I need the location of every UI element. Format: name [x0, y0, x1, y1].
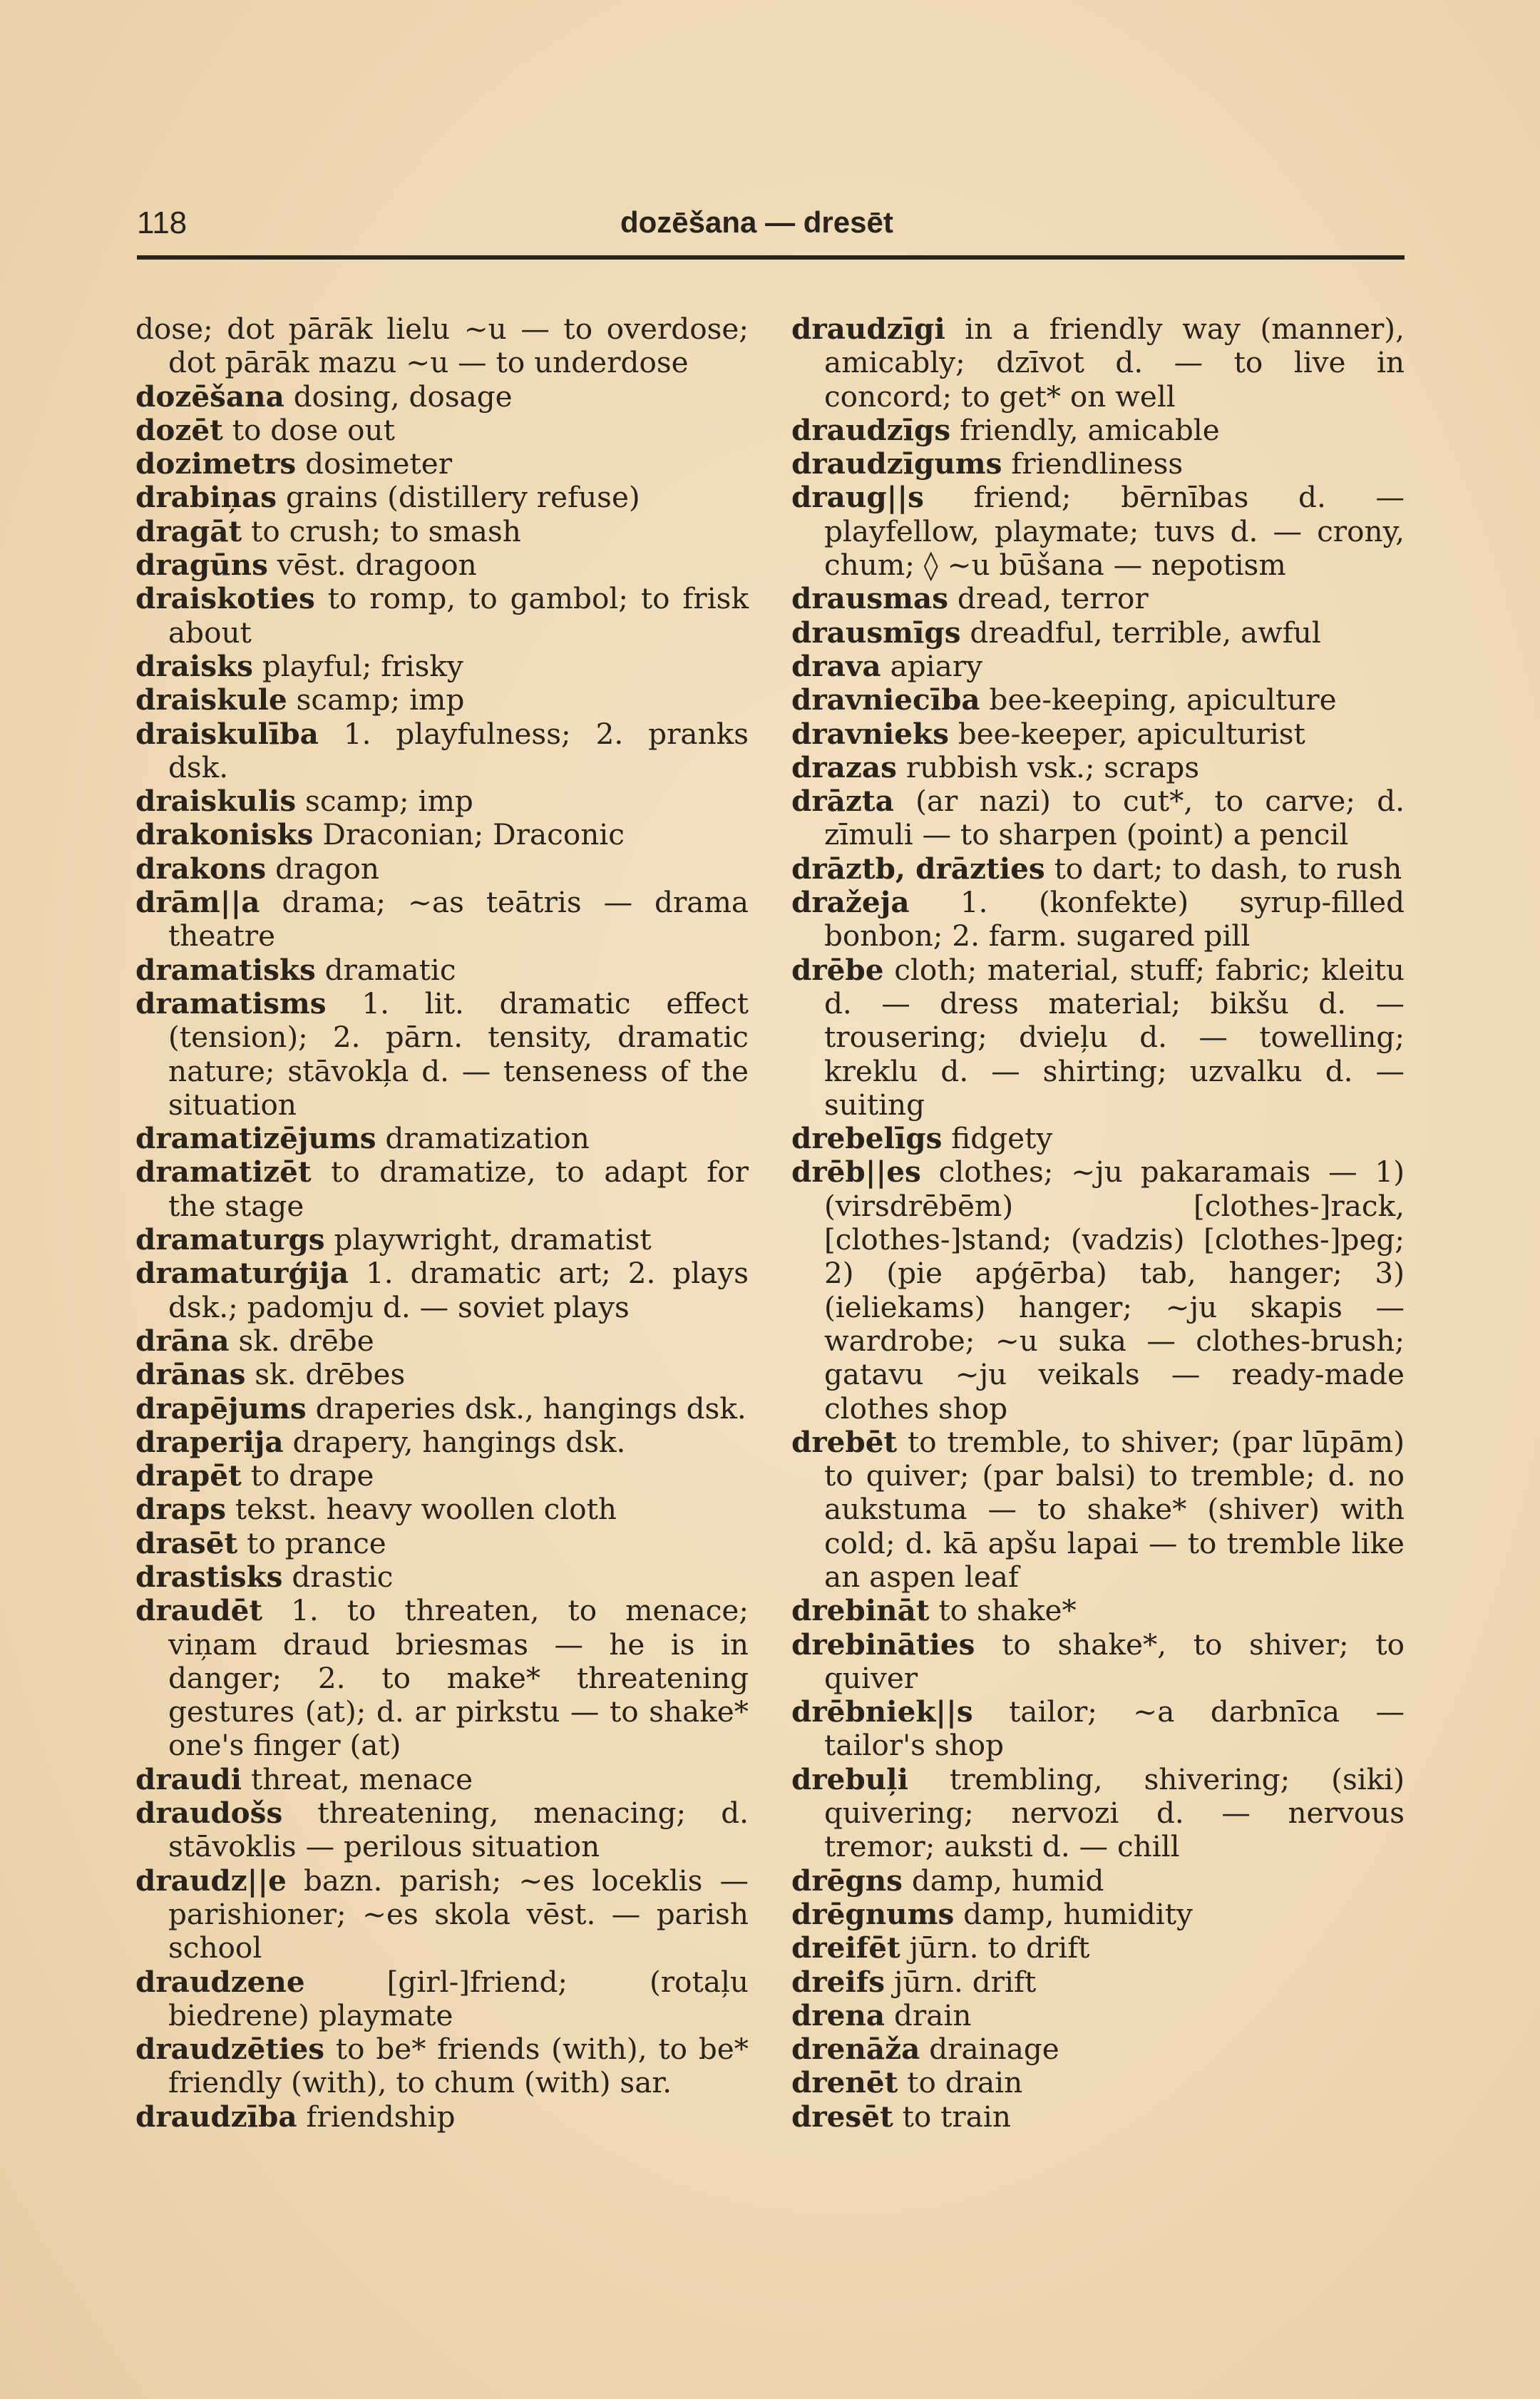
entry-definition: to prance [247, 1525, 386, 1560]
entry-definition: vēst. dragoon [277, 548, 477, 583]
dictionary-entry [791, 447, 1405, 481]
entry-definition: grains (distillery refuse) [285, 480, 640, 515]
entry-definition: to drape [250, 1458, 374, 1493]
dictionary-entry [135, 1122, 749, 1155]
dictionary-entry [135, 312, 749, 380]
entry-definition: playwright, dramatist [334, 1222, 652, 1257]
entry-definition: dosimeter [305, 446, 453, 481]
dictionary-entry [135, 447, 749, 481]
entry-headword: dramatisks [135, 952, 316, 987]
entry-headword: drebināties [791, 1627, 975, 1662]
entry-definition: bazn. parish; ~es loceklis — parishioner; ~es skola vēst. — parish school [168, 1863, 749, 1965]
entry-definition: scamp; imp [296, 682, 465, 717]
entry-definition: jūrn. drift [893, 1964, 1037, 1999]
entry-headword: drāzta [791, 784, 894, 819]
running-head: dozēšana — dresēt [620, 205, 893, 239]
dictionary-entry [135, 414, 749, 447]
entry-definition: friendly, amicable [960, 412, 1220, 447]
left-column [135, 312, 749, 2134]
entry-definition: cloth; material, stuff; fabric; kleitu d. — dress material; bikšu d. — trousering; dvieļu d. — towelling; kreklu d. — shirting; uzvalku d. — suiting [824, 952, 1405, 1122]
entry-headword: drausmas [791, 581, 949, 616]
dictionary-entry [135, 650, 749, 683]
dictionary-entry [135, 1560, 749, 1594]
entry-headword: dreifs [791, 1964, 885, 1999]
dictionary-entry [791, 717, 1405, 751]
dictionary-entry [791, 852, 1405, 886]
dictionary-entry [791, 886, 1405, 953]
entry-definition: friendship [306, 2099, 456, 2134]
entry-definition: threatening, menacing; d. stāvoklis — perilous situation [168, 1796, 749, 1864]
dictionary-entry [791, 1122, 1405, 1155]
dictionary-entry [791, 1999, 1405, 2032]
entry-definition: jūrn. to drift [909, 1930, 1090, 1965]
entry-headword: drakons [135, 851, 267, 886]
dictionary-entry [791, 414, 1405, 447]
dictionary-entry [791, 616, 1405, 650]
entry-headword: draudzene [135, 1964, 305, 1999]
entry-headword: draiskoties [135, 581, 315, 616]
entry-definition: drama; ~as teātris — drama theatre [168, 885, 749, 953]
dictionary-entry [135, 1324, 749, 1358]
entry-headword: dragāt [135, 513, 242, 548]
dictionary-entry [135, 1864, 749, 1965]
entry-definition: 1. lit. dramatic effect (tension); 2. pārn. tensity, dramatic nature; stāvokļa d. — tenseness of the situation [168, 986, 749, 1122]
dictionary-entry [135, 515, 749, 548]
dictionary-entry [135, 852, 749, 886]
entry-definition: Draconian; Draconic [322, 817, 625, 852]
dictionary-entry [791, 1695, 1405, 1763]
dictionary-entry [135, 1155, 749, 1223]
entry-headword: drebuļi [791, 1761, 908, 1796]
entry-definition: drainage [929, 2032, 1059, 2067]
entry-definition: friend; bērnības d. — playfellow, playmate; tuvs d. — crony, chum; ◊ ~u būšana — nepotism [824, 480, 1405, 583]
dictionary-entry [135, 818, 749, 851]
entry-headword: dramatizēt [135, 1155, 312, 1190]
entry-definition: dose; dot pārāk lielu ~u — to overdose; dot pārāk mazu ~u — to underdose [135, 312, 749, 380]
dictionary-entry [135, 953, 749, 987]
dictionary-entry [791, 1594, 1405, 1627]
right-column [791, 312, 1405, 2134]
entry-definition: friendliness [1011, 446, 1184, 481]
dictionary-entry [791, 312, 1405, 414]
dictionary-entry [791, 2032, 1405, 2066]
entry-definition: 1. dramatic art; 2. plays dsk.; padomju d. — soviet plays [168, 1256, 749, 1324]
entry-headword: drasēt [135, 1525, 238, 1560]
dictionary-entry [791, 1965, 1405, 1999]
entry-definition: drain [894, 1998, 972, 2032]
entry-definition: in a friendly way (manner), amicably; dzīvot d. — to live in concord; to get* on well [824, 312, 1405, 414]
dictionary-entry [135, 1392, 749, 1426]
entry-headword: drēbe [791, 952, 884, 987]
entry-definition: draperies dsk., hangings dsk. [315, 1391, 746, 1426]
entry-headword: drāztb, drāzties [791, 851, 1045, 886]
dictionary-entry [791, 582, 1405, 615]
entry-definition: drapery, hangings dsk. [292, 1424, 626, 1459]
entry-definition: tekst. heavy woollen cloth [235, 1492, 617, 1527]
dictionary-entry [791, 751, 1405, 784]
dictionary-entry [791, 1155, 1405, 1425]
dictionary-entry [135, 784, 749, 818]
dictionary-entry [135, 717, 749, 785]
entry-definition: damp, humidity [963, 1896, 1193, 1931]
entry-headword: drānas [135, 1357, 246, 1392]
entry-headword: drapējums [135, 1391, 307, 1426]
dictionary-entry [791, 2066, 1405, 2099]
entry-headword: drām||a [135, 885, 260, 920]
dictionary-entry [135, 683, 749, 717]
entry-definition: bee-keeping, apiculture [989, 682, 1337, 717]
dictionary-entry [135, 2032, 749, 2100]
entry-headword: dresēt [791, 2099, 893, 2134]
dictionary-entry [135, 548, 749, 582]
entry-headword: dravniecība [791, 682, 980, 717]
entry-definition: dosing, dosage [293, 379, 513, 414]
entry-definition: fidgety [951, 1121, 1053, 1156]
entry-definition: dragon [275, 851, 379, 886]
dictionary-entry [791, 2100, 1405, 2134]
dictionary-entry [135, 1527, 749, 1560]
entry-headword: dramaturgs [135, 1222, 325, 1257]
entry-headword: draiskule [135, 682, 287, 717]
dictionary-entry [135, 1459, 749, 1493]
dictionary-entry [135, 1358, 749, 1391]
entry-headword: dozēšana [135, 379, 284, 414]
entry-definition: 1. to threaten, to menace; viņam draud briesmas — he is in danger; 2. to make* threatening gestures (at); d. ar pirkstu — to shake* one's finger (at) [168, 1593, 749, 1763]
entry-definition: to drain [907, 2065, 1023, 2100]
entry-definition: dramatization [385, 1121, 590, 1156]
dictionary-entry [791, 683, 1405, 717]
entry-headword: draudzēties [135, 2032, 325, 2067]
entry-definition: playful; frisky [262, 648, 463, 683]
entry-headword: dozēt [135, 412, 223, 447]
dictionary-entry [791, 1763, 1405, 1864]
dictionary-entry [791, 1898, 1405, 1931]
entry-headword: drēgnums [791, 1896, 955, 1931]
entry-headword: drēbniek||s [791, 1694, 973, 1729]
entry-headword: dramatizējums [135, 1121, 376, 1156]
entry-definition: sk. drēbe [238, 1323, 374, 1358]
entry-headword: dravnieks [791, 716, 949, 751]
entry-definition: dreadful, terrible, awful [970, 615, 1321, 650]
dictionary-entry [135, 1763, 749, 1796]
entry-definition: to dramatize, to adapt for the stage [168, 1155, 749, 1223]
entry-headword: dragūns [135, 548, 268, 583]
entry-definition: 1. playfulness; 2. pranks dsk. [168, 716, 749, 784]
dictionary-entry [791, 1931, 1405, 1965]
entry-headword: dreifēt [791, 1930, 900, 1965]
entry-definition: to dart; to dash, to rush [1054, 851, 1402, 886]
entry-definition: bee-keeper, apiculturist [958, 716, 1305, 751]
entry-headword: draudēt [135, 1593, 263, 1628]
dictionary-entry [135, 1223, 749, 1257]
entry-headword: draudzība [135, 2099, 297, 2134]
entry-definition: dramatic [324, 952, 456, 987]
entry-headword: drebēt [791, 1424, 898, 1459]
dictionary-entry [135, 1796, 749, 1864]
entry-definition: to train [902, 2099, 1011, 2134]
entry-headword: drenāža [791, 2032, 920, 2067]
header-rule [137, 255, 1405, 260]
dictionary-entry [791, 784, 1405, 852]
entry-definition: drastic [292, 1559, 394, 1594]
entry-headword: draperija [135, 1424, 284, 1459]
dictionary-entry [135, 886, 749, 953]
dictionary-entry [135, 582, 749, 650]
entry-headword: draudošs [135, 1796, 283, 1831]
dictionary-entry [135, 2100, 749, 2134]
entry-headword: draps [135, 1492, 227, 1527]
dictionary-entry [791, 1628, 1405, 1696]
entry-definition: clothes; ~ju pakaramais — 1) (virsdrēbēm) [clothes-]rack, [clothes-]stand; (vadzis) [clothes-]peg; 2) (pie apģērba) tab, hanger; 3) (ieliekams) hanger; ~ju skapis — wardrobe; ~u suka — clothes-brush; gatavu ~ju veikals — ready-made clothes shop [824, 1155, 1405, 1426]
entry-headword: draiskulis [135, 784, 297, 819]
entry-headword: drabiņas [135, 480, 277, 515]
entry-headword: drapēt [135, 1458, 242, 1493]
entry-definition: trembling, shivering; (siki) quivering; nervozi d. — nervous tremor; auksti d. — chill [824, 1761, 1405, 1864]
entry-definition: 1. (konfekte) syrup-filled bonbon; 2. farm. sugared pill [824, 885, 1405, 953]
entry-definition: threat, menace [250, 1761, 473, 1796]
entry-definition: to tremble, to shiver; (par lūpām) to quiver; (par balsi) to tremble; d. no aukstuma — to shake* (shiver) with cold; d. kā apšu lapai — to tremble like an aspen leaf [824, 1424, 1405, 1594]
entry-headword: dražeja [791, 885, 910, 920]
dictionary-entry [135, 1965, 749, 2033]
entry-headword: drāna [135, 1323, 230, 1358]
entry-headword: drakonisks [135, 817, 314, 852]
dictionary-entry [791, 953, 1405, 1122]
entry-definition: rubbish vsk.; scraps [905, 750, 1200, 784]
entry-definition: (ar nazi) to cut*, to carve; d. zīmuli — to sharpen (point) a pencil [824, 784, 1405, 852]
dictionary-entry [135, 380, 749, 414]
entry-headword: dramaturģija [135, 1256, 349, 1291]
dictionary-entry [135, 1257, 749, 1324]
entry-headword: draug||s [791, 480, 924, 515]
entry-headword: draudi [135, 1761, 242, 1796]
entry-definition: [girl-]friend; (rotaļu biedrene) playmate [168, 1964, 749, 2032]
entry-headword: drausmīgs [791, 615, 961, 650]
page-number: 118 [137, 205, 188, 240]
entry-definition: apiary [890, 648, 982, 683]
entry-definition: damp, humid [911, 1863, 1104, 1898]
entry-headword: drazas [791, 750, 897, 784]
entry-definition: to shake* [938, 1593, 1077, 1628]
entry-headword: draudz||e [135, 1863, 287, 1898]
dictionary-entry [791, 1864, 1405, 1898]
entry-headword: dozimetrs [135, 446, 297, 481]
entry-headword: draudzīgs [791, 412, 951, 447]
dictionary-entry [135, 1426, 749, 1459]
entry-definition: to crush; to smash [251, 513, 521, 548]
dictionary-entry [135, 1594, 749, 1762]
entry-definition: sk. drēbes [255, 1357, 406, 1392]
dictionary-entry [135, 481, 749, 514]
dictionary-entry [791, 481, 1405, 582]
dictionary-entry [135, 987, 749, 1122]
entry-headword: dramatisms [135, 986, 327, 1021]
entry-definition: to dose out [232, 412, 395, 447]
entry-definition: dread, terror [957, 581, 1149, 616]
entry-headword: drebelīgs [791, 1121, 943, 1156]
entry-definition: to be* friends (with), to be* friendly (with), to chum (with) sar. [168, 2032, 749, 2100]
entry-headword: drēb||es [791, 1155, 921, 1190]
entry-headword: draudzīgums [791, 446, 1002, 481]
entry-headword: drēgns [791, 1863, 903, 1898]
entry-definition: scamp; imp [305, 784, 473, 819]
entry-headword: draisks [135, 648, 253, 683]
entry-headword: drena [791, 1998, 885, 2032]
entry-headword: draiskulība [135, 716, 319, 751]
entry-headword: drenēt [791, 2065, 898, 2100]
entry-definition: tailor; ~a darbnīca — tailor's shop [824, 1694, 1405, 1763]
entry-headword: drastisks [135, 1559, 283, 1594]
entry-definition: to romp, to gambol; to frisk about [168, 581, 749, 650]
dictionary-entry [791, 650, 1405, 683]
entry-headword: drava [791, 648, 881, 683]
entry-headword: draudzīgi [791, 312, 945, 346]
entry-headword: drebināt [791, 1593, 930, 1628]
entry-definition: to shake*, to shiver; to quiver [824, 1627, 1405, 1695]
dictionary-entry [791, 1426, 1405, 1594]
dictionary-entry [135, 1493, 749, 1526]
